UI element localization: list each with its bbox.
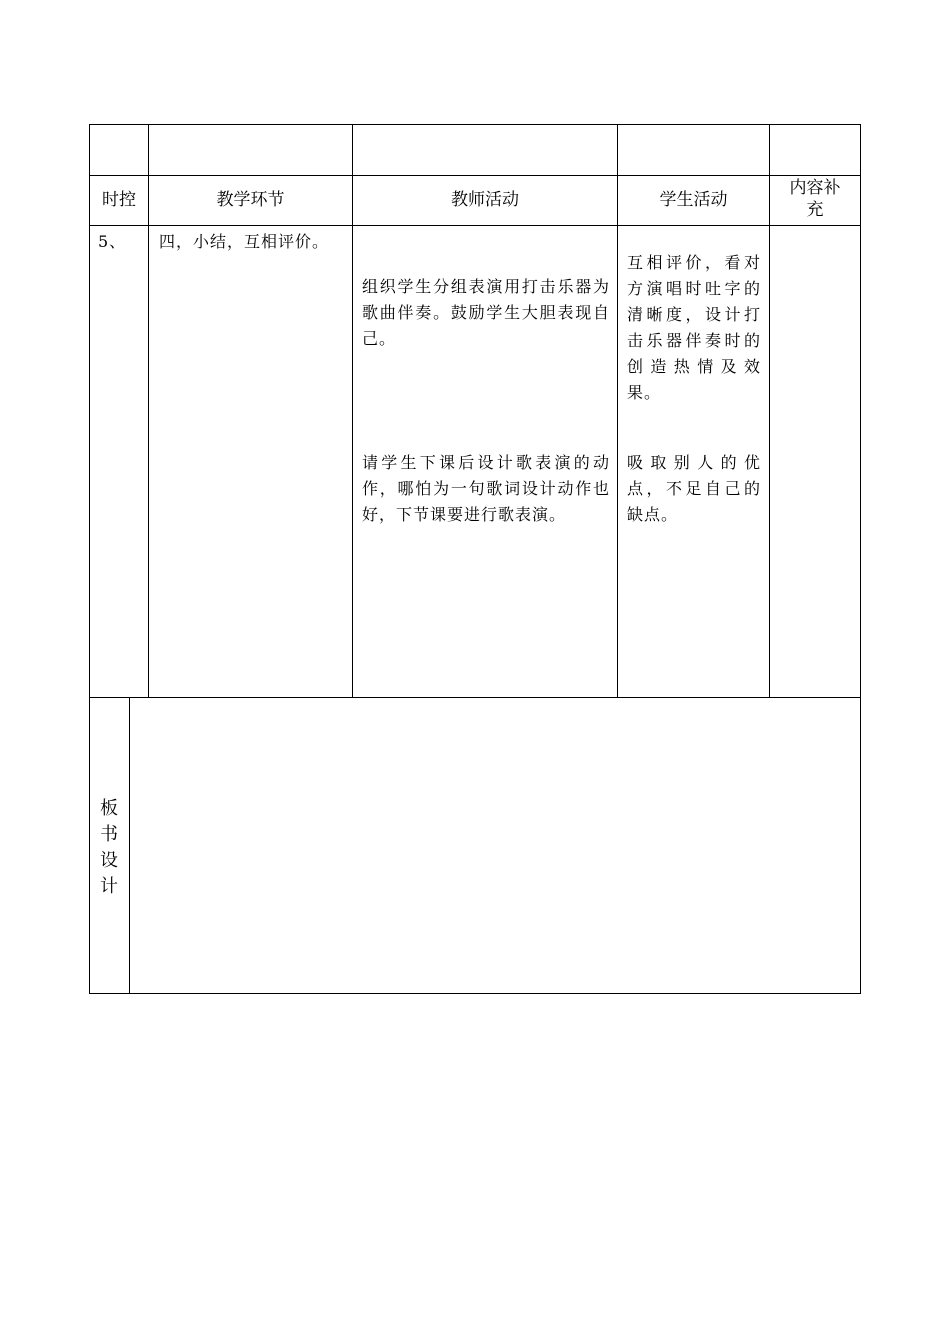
header-top-border	[89, 175, 861, 176]
board-design-label: 板 书 设 计	[100, 798, 118, 897]
row-bottom-border	[89, 697, 861, 698]
header-teacher-activity: 教师活动	[451, 190, 519, 210]
row-stage: 四，小结，互相评价。	[159, 232, 330, 251]
board-divider	[129, 697, 130, 994]
table-left-border	[89, 124, 90, 994]
header-stage: 教学环节	[216, 190, 285, 210]
row-time: 5、	[98, 232, 127, 251]
table-bottom-border	[89, 993, 861, 994]
teacher-activity-1: 组织学生分组表演用打击乐器为歌曲伴奏。鼓励学生大胆表现自己。	[362, 277, 610, 348]
teacher-activity-2: 请学生下课后设计歌表演的动作，哪怕为一句歌词设计动作也好，下节课要进行歌表演。	[362, 453, 610, 524]
header-bottom-border	[89, 225, 861, 226]
header-notes: 内容补 充	[789, 178, 841, 220]
table-top-border	[89, 124, 861, 125]
student-activity-2: 吸取别人的优点，不足自己的缺点。	[627, 453, 761, 524]
header-time: 时控	[102, 190, 136, 210]
header-student-activity: 学生活动	[659, 190, 728, 210]
student-activity-1: 互相评价，看对方演唱时吐字的清晰度，设计打击乐器伴奏时的创造热情及效果。	[627, 253, 761, 402]
table-right-border	[860, 124, 861, 994]
